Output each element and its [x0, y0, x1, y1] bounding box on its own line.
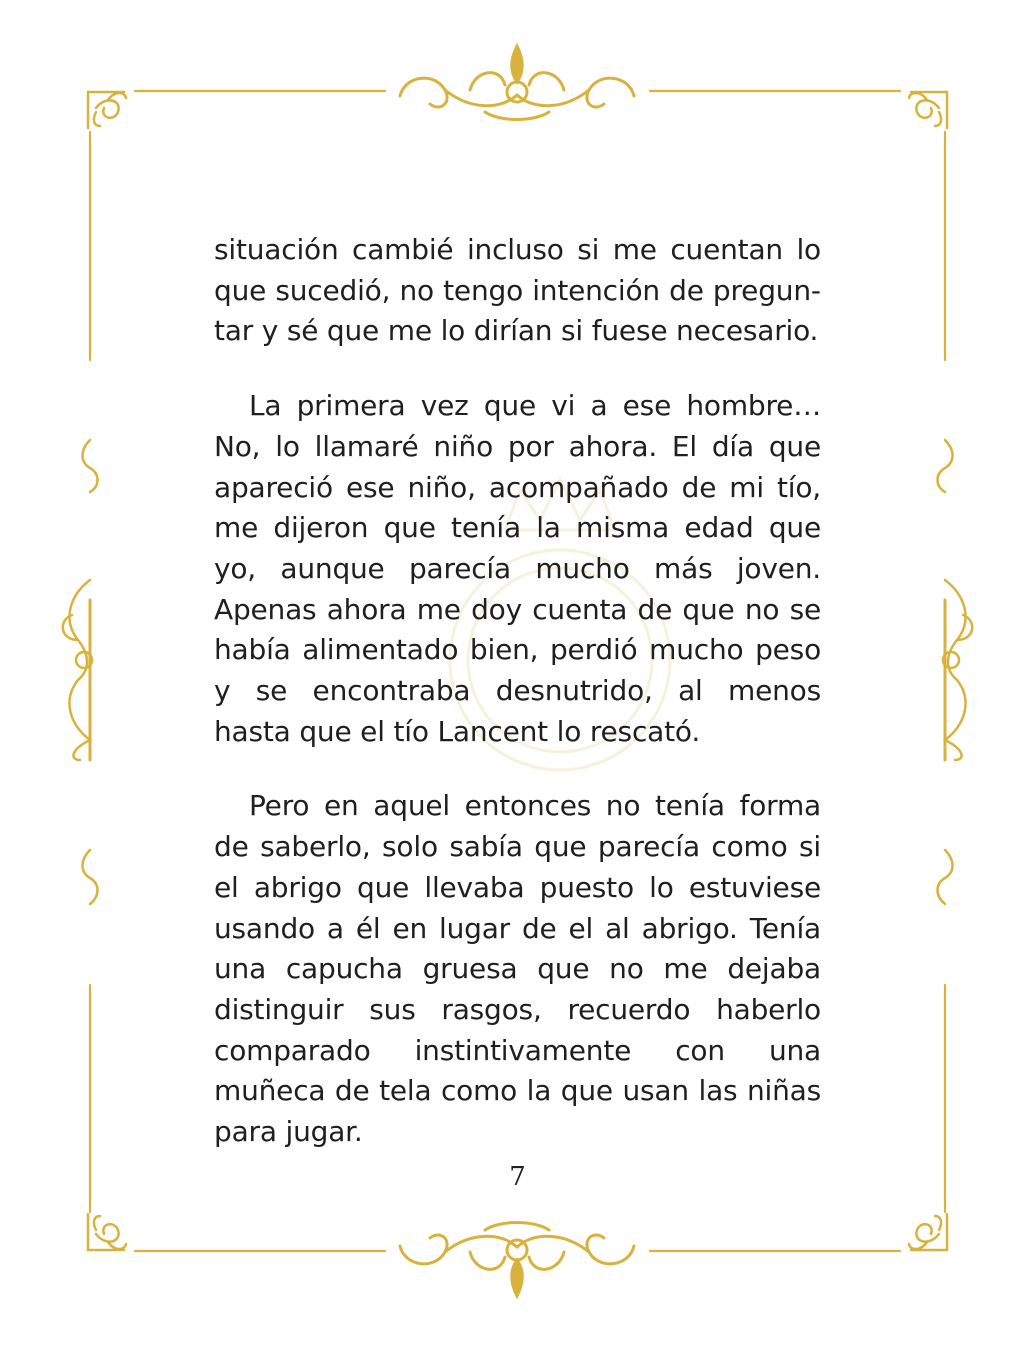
- bottom-center-ornament: [400, 1223, 634, 1297]
- page-number: 7: [509, 1162, 526, 1192]
- top-center-ornament: [400, 46, 634, 120]
- paragraph: La primera vez que vi a ese hombre… No, lo llamaré niño por ahora. El día que apareció ese niño, acompañado de mi tío, me dijeron que tenía la misma edad que yo, aunque parecía mucho más joven. Apenas ahora me doy cuenta de que no se había alimentado bien, perdió mucho peso y se encontraba desnutrido, al menos hasta que el tío Lancent lo rescató.: [214, 389, 821, 748]
- corner-ornament-bottom-right: [909, 1214, 947, 1250]
- paragraph: Pero en aquel entonces no tenía forma de saberlo, solo sabía que parecía como si el abrigo que llevaba puesto lo estuviese usando a él en lugar de el al abrigo. Tenía una capucha gruesa que no me dejaba distinguir sus rasgos, recuerdo haberlo comparado instintivamente con una muñeca de tela como la que usan las niñas para jugar.: [214, 789, 821, 1149]
- right-side-ornament: [938, 440, 973, 904]
- left-side-ornament: [63, 440, 98, 904]
- corner-ornament-top-right: [909, 92, 947, 128]
- paragraph: situación cambié incluso si me cuentan lo que sucedió, no tengo intención de preguntar y sé que me lo dirían si fuese necesario.: [214, 233, 821, 348]
- body-text: [214, 230, 821, 1153]
- corner-ornament-bottom-left: [88, 1214, 126, 1250]
- corner-ornament-top-left: [88, 92, 126, 128]
